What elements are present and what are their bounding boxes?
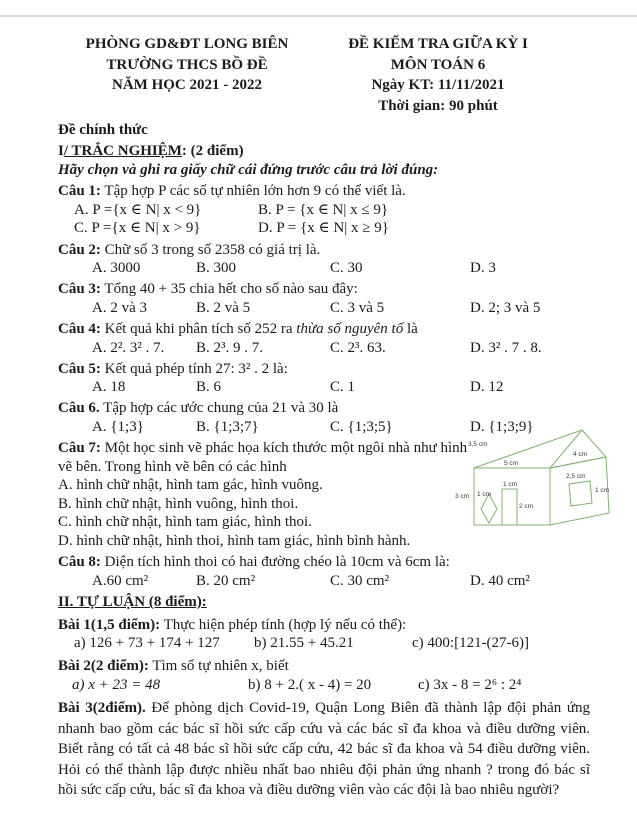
figure-label-side-window-top: 2,5 cm (566, 473, 586, 480)
option-a: A. {1;3} (92, 418, 144, 435)
option-c: C. P ={x ∈ N| x > 9} (74, 220, 201, 237)
option-d: D. hình chữ nhật, hình thoi, hình tam giác, hình bình hành. (58, 532, 411, 549)
question-5 (58, 360, 590, 397)
option-c: C. {1;3;5} (330, 418, 393, 435)
problem-1 (58, 616, 590, 653)
instruction-text: Hãy chọn và ghi ra giấy chữ cái đứng trước câu trả lời đúng: (58, 162, 439, 179)
problem-2-body: Tìm số tự nhiên x, biết (152, 658, 289, 675)
question-7-label: Câu 7: (58, 440, 101, 456)
item-a: a) x + 23 = 48 (72, 676, 161, 693)
figure-label-wall-left: 3 cm (455, 493, 470, 500)
question-1-label: Câu 1: (58, 183, 101, 200)
question-4-options (58, 339, 590, 358)
question-5-body: Kết quả phép tính 27: 3² . 2 là: (104, 360, 288, 377)
problem-1-text (58, 616, 590, 635)
question-7-body: Một học sinh vẽ phác họa kích thước một ngôi nhà như hình vẽ bên. Trong hình vẽ bên có các hình (58, 440, 468, 475)
option-c: C. 1 (330, 379, 356, 396)
option-b: B. 6 (196, 379, 222, 396)
option-a: A. 3000 (92, 260, 141, 277)
figure-label-roof-left: 3,5 cm (468, 441, 488, 448)
option-d: D. 2; 3 và 5 (470, 299, 541, 316)
problem-1-body: Thực hiện phép tính (hợp lý nếu có thể): (163, 616, 407, 633)
question-8-body: Diện tích hình thoi có hai đường chéo là 10cm và 6cm là: (104, 554, 450, 571)
question-2-options (58, 259, 590, 278)
question-5-options (58, 378, 590, 397)
exam-title: ĐỀ KIỂM TRA GIỮA KỲ I (348, 36, 528, 52)
problem-2-items (58, 676, 590, 695)
question-6-text (58, 399, 590, 418)
question-1-options (58, 201, 590, 238)
question-2-text (58, 241, 590, 260)
question-1-text (58, 182, 590, 201)
school-year: NĂM HỌC 2021 - 2022 (112, 77, 262, 93)
question-4-body-post: là (403, 320, 418, 337)
option-b: B. 300 (196, 260, 237, 277)
question-8 (58, 553, 590, 590)
question-3-label: Câu 3: (58, 281, 101, 298)
item-b: b) 21.55 + 45.21 (254, 635, 354, 652)
question-4-body-italic: thừa số nguyên tố (296, 320, 404, 337)
problem-2 (58, 657, 590, 694)
question-4-body-pre: Kết quả khi phân tích số 252 ra (104, 320, 297, 337)
question-3 (58, 280, 590, 317)
dept-name: PHÒNG GD&ĐT LONG BIÊN (85, 36, 289, 52)
problem-1-items (58, 634, 590, 653)
option-a: A. hình chữ nhật, hình tam gác, hình vuông. (58, 477, 323, 494)
problem-2-label: Bài 2(2 điểm): (58, 658, 149, 675)
option-c: C. 30 (330, 260, 363, 277)
option-d: D. {1;3;9} (470, 418, 534, 435)
question-3-body: Tổng 40 + 35 chia hết cho số nào sau đây: (104, 281, 358, 298)
option-c: C. 30 cm² (330, 572, 390, 589)
option-d: D. 12 (470, 379, 504, 396)
house-figure (452, 422, 637, 542)
option-c: C. 2³. 63. (330, 339, 386, 356)
question-5-text (58, 360, 590, 379)
figure-label-roof-right: 4 cm (573, 451, 588, 458)
question-7-text (58, 439, 482, 476)
option-b: B. hình chữ nhật, hình vuông, hình thoi. (58, 495, 299, 512)
question-6-label: Câu 6. (58, 400, 100, 417)
figure-label-side-window-right: 1 cm (595, 487, 610, 494)
figure-label-front-top: 5 cm (504, 460, 519, 467)
school-name: TRƯỜNG THCS BỒ ĐỀ (106, 56, 268, 73)
option-a: A.60 cm² (92, 572, 149, 589)
option-b: B. 20 cm² (196, 572, 256, 589)
option-a: A. 18 (92, 379, 126, 396)
question-4-text (58, 320, 590, 339)
option-a: A. P ={x ∈ N| x < 9} (74, 201, 202, 218)
item-a: a) 126 + 73 + 174 + 127 (74, 635, 220, 652)
question-4-label: Câu 4: (58, 320, 101, 337)
house-door (502, 489, 517, 525)
option-b: B. 2³. 9 . 7. (196, 339, 264, 356)
section2-heading: II. TỰ LUẬN (8 điểm): (58, 594, 207, 611)
section1-heading-title: / TRẮC NGHIỆM (63, 142, 182, 159)
header-school-block (58, 34, 316, 116)
header-exam-block (316, 34, 560, 116)
question-1 (58, 182, 590, 238)
option-b: B. {1;3;7} (196, 418, 259, 435)
option-b: B. P = {x ∈ N| x ≤ 9} (258, 201, 389, 218)
option-a: A. 2 và 3 (92, 299, 147, 316)
house-rhombus-window (481, 494, 497, 523)
problem-3-body: Để phòng dịch Covid-19, Quận Long Biên đã thành lập đội phản ứng nhanh bao gồm các bác sĩ hồi sức cấp cứu và các bác sĩ đa khoa và điều dưỡng viên. Biết rằng có tất cả 48 bác sĩ hồi sức cấp cứu, 42 bác sĩ đa khoa và 54 điều dưỡng viên. Hỏi có thể thành lập được nhiều nhất bao nhiêu đội phản ứng nhanh ? trong đó bác sĩ hồi sức cấp cứu, bác sĩ đa khoa và điều dưỡng viên vào các đội là bao nhiêu người? (58, 700, 590, 799)
question-3-text (58, 280, 590, 299)
question-2-body: Chữ số 3 trong số 2358 có giá trị là. (104, 241, 321, 258)
scan-artifact-line (0, 15, 637, 17)
question-8-options (58, 572, 590, 591)
figure-label-door-top: 1 cm (503, 481, 518, 488)
option-b: B. 2 và 5 (196, 299, 251, 316)
option-d: D. P = {x ∈ N| x ≥ 9} (258, 220, 389, 237)
question-8-text (58, 553, 590, 572)
problem-3 (58, 698, 590, 801)
option-d: D. 3² . 7 . 8. (470, 339, 542, 356)
problem-3-label: Bài 3(2điểm). (58, 700, 146, 717)
question-6-body: Tập hợp các ước chung của 21 và 30 là (103, 400, 339, 417)
problem-1-label: Bài 1(1,5 điểm): (58, 616, 161, 633)
exam-content (58, 34, 590, 801)
item-b: b) 8 + 2.( x - 4) = 20 (248, 676, 372, 693)
section1-heading-prefix: I (58, 142, 64, 159)
option-a: A. 2². 3² . 7. (92, 339, 165, 356)
section1-heading-points: : (2 điểm) (181, 142, 244, 159)
question-3-options (58, 299, 590, 318)
exam-date: Ngày KT: 11/11/2021 (371, 77, 505, 93)
question-8-label: Câu 8: (58, 554, 101, 571)
question-2 (58, 241, 590, 278)
item-c: c) 400:[121-(27-6)] (412, 635, 530, 652)
option-d: D. 40 cm² (470, 572, 530, 589)
option-c: C. 3 và 5 (330, 299, 385, 316)
section1-heading (58, 142, 590, 161)
exam-subject: MÔN TOÁN 6 (390, 56, 486, 73)
exam-duration: Thời gian: 90 phút (378, 97, 498, 114)
item-c: c) 3x - 8 = 2⁶ : 2⁴ (418, 676, 522, 693)
exam-type-label: Đề chính thức (58, 122, 148, 138)
option-d: D. 3 (470, 260, 496, 277)
question-4 (58, 320, 590, 357)
figure-label-rhombus: 1 cm (477, 491, 492, 498)
question-2-label: Câu 2: (58, 241, 101, 258)
question-1-body: Tập hợp P các số tự nhiên lớn hơn 9 có thể viết là. (104, 183, 406, 200)
question-5-label: Câu 5: (58, 360, 101, 377)
figure-label-door-right: 2 cm (519, 503, 534, 510)
exam-header (58, 34, 590, 116)
house-side-window (569, 481, 592, 506)
option-c: C. hình chữ nhật, hình tam giác, hình thoi. (58, 514, 312, 531)
problem-2-text (58, 657, 590, 676)
